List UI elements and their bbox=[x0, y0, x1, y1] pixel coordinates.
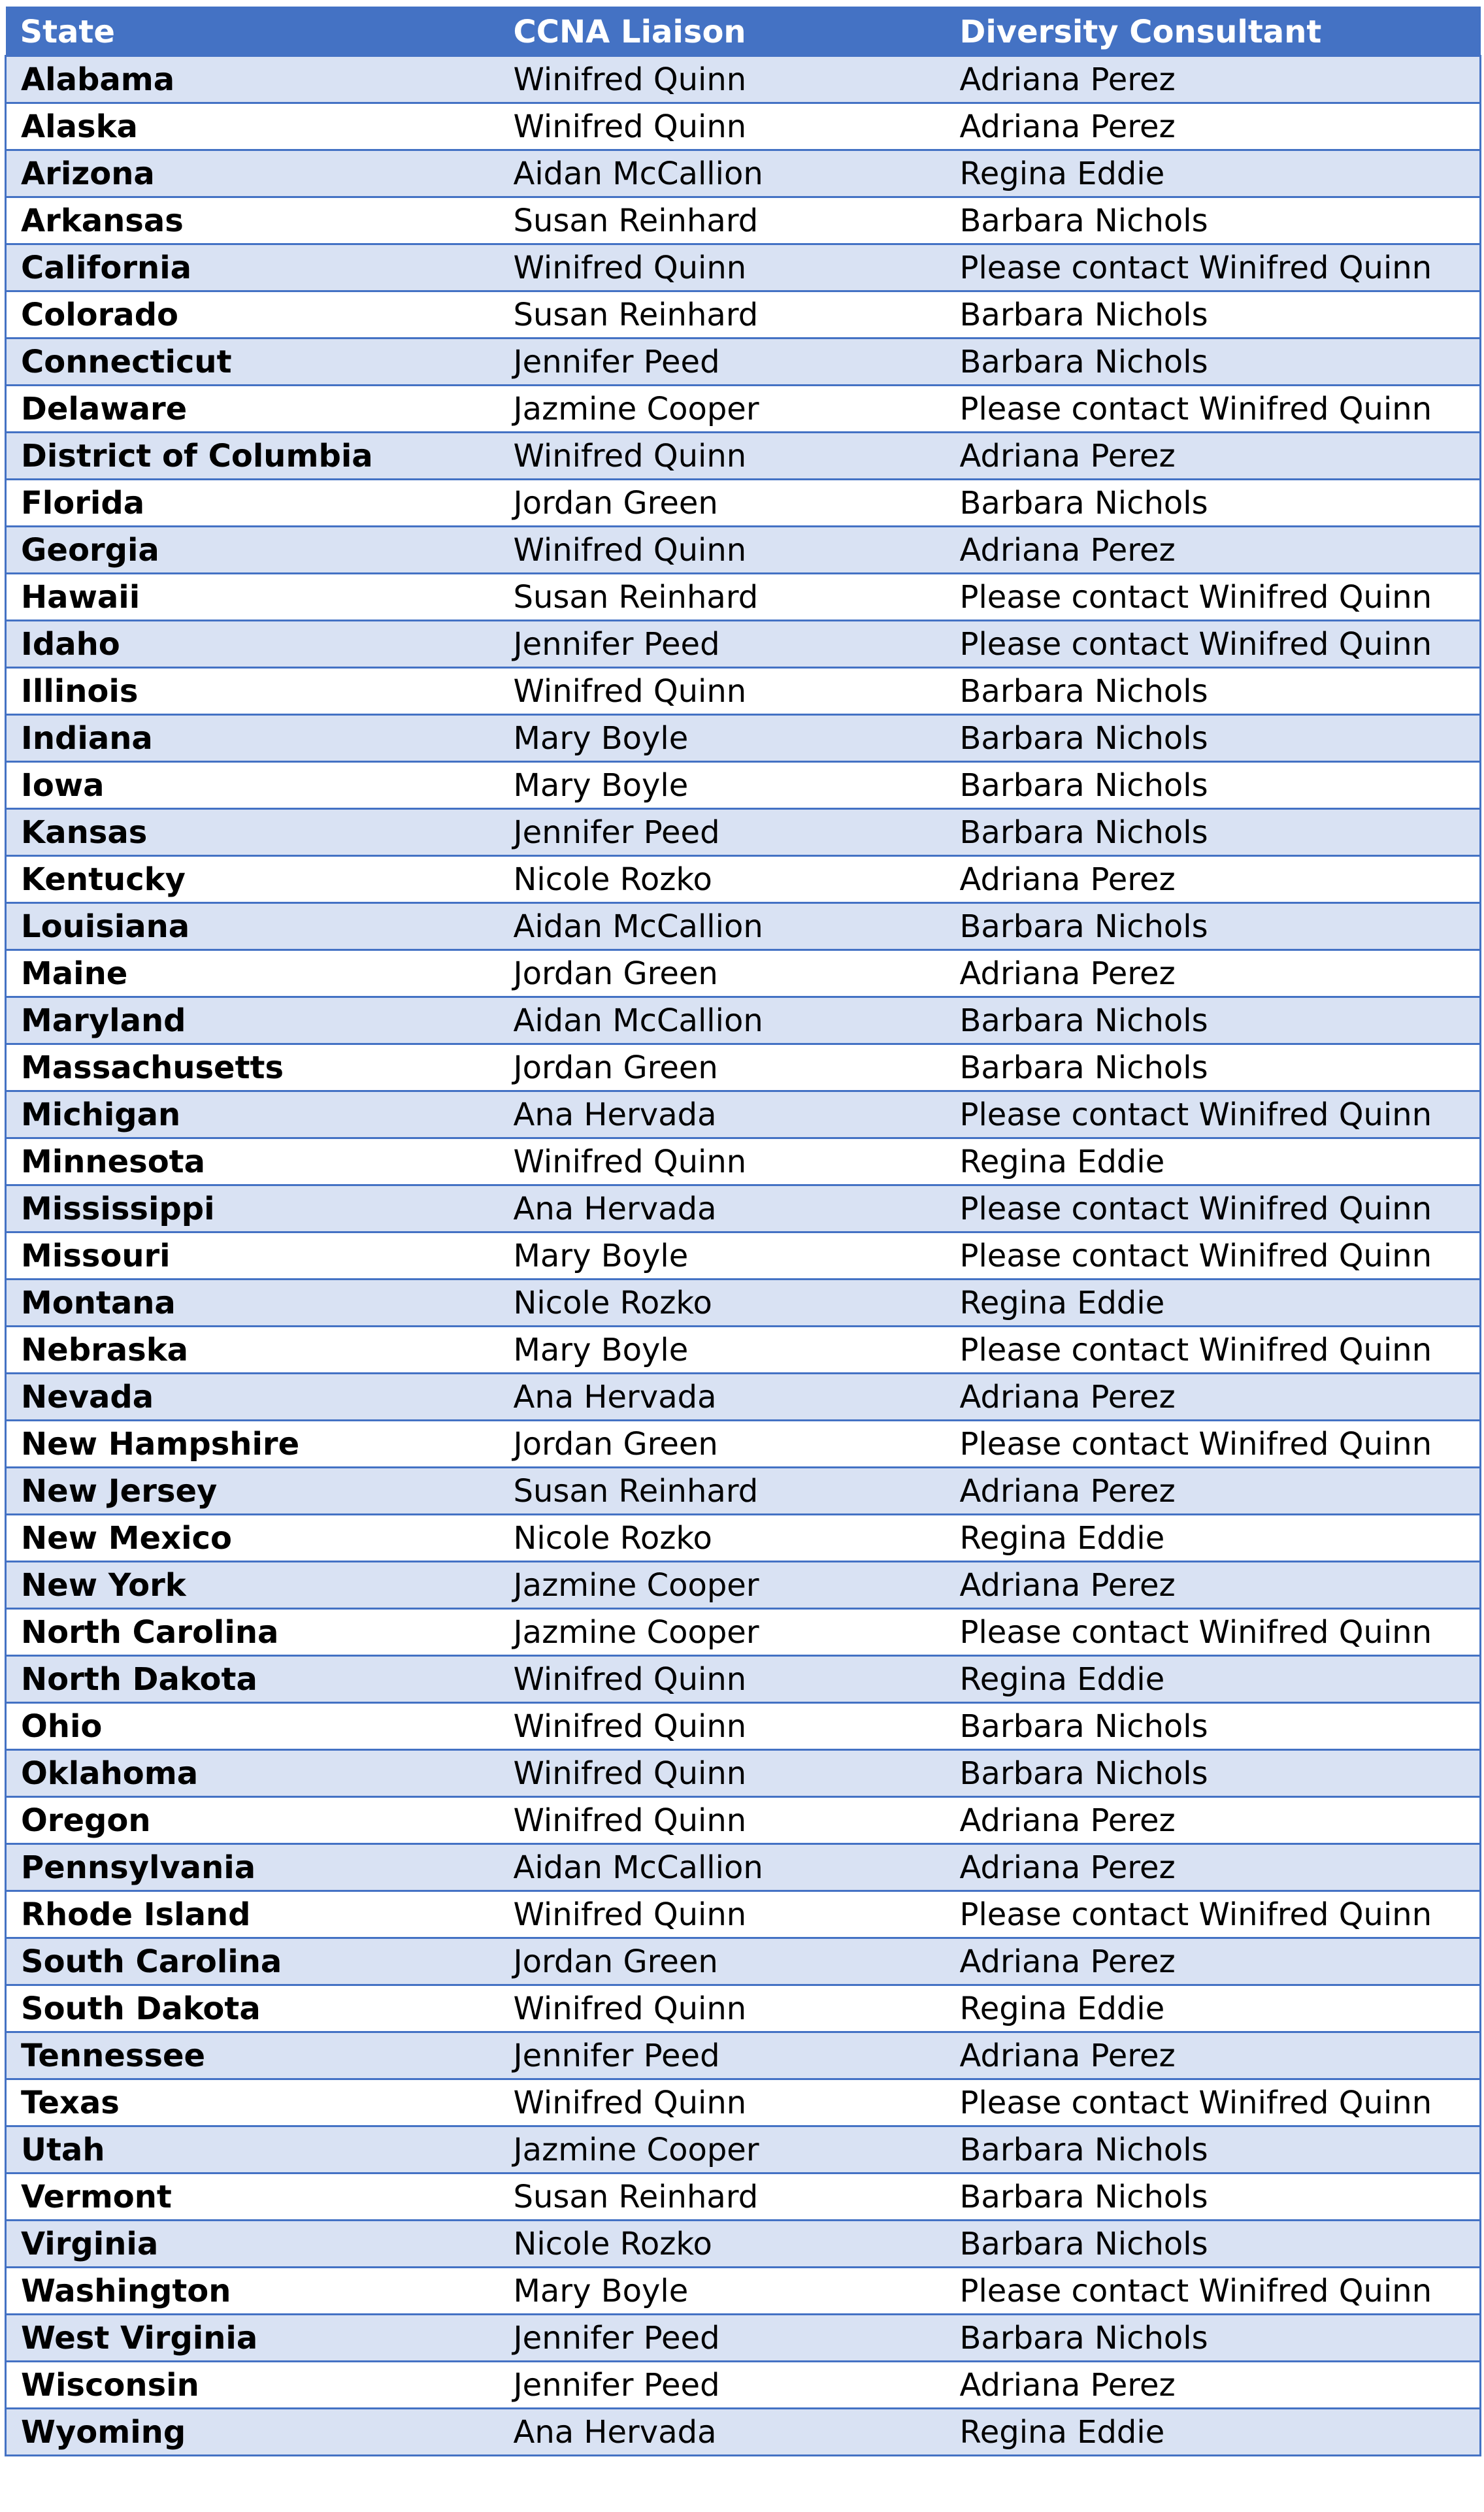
state-cell: Ohio bbox=[6, 1703, 499, 1750]
diversity-consultant-cell: Barbara Nichols bbox=[946, 903, 1481, 950]
diversity-consultant-cell: Please contact Winifred Quinn bbox=[946, 1232, 1481, 1280]
diversity-consultant-cell: Adriana Perez bbox=[946, 433, 1481, 480]
diversity-consultant-cell: Adriana Perez bbox=[946, 2362, 1481, 2409]
table-row bbox=[6, 621, 1481, 668]
ccna-liaison-cell: Winifred Quinn bbox=[499, 1656, 946, 1703]
diversity-consultant-cell: Adriana Perez bbox=[946, 1374, 1481, 1421]
diversity-consultant-cell: Regina Eddie bbox=[946, 1515, 1481, 1562]
header-row bbox=[6, 8, 1481, 56]
table-row bbox=[6, 2173, 1481, 2221]
ccna-liaison-cell: Aidan McCallion bbox=[499, 150, 946, 197]
table-row bbox=[6, 1232, 1481, 1280]
ccna-liaison-cell: Jordan Green bbox=[499, 480, 946, 527]
diversity-consultant-cell: Adriana Perez bbox=[946, 950, 1481, 997]
table-body bbox=[6, 56, 1481, 2456]
table-row bbox=[6, 762, 1481, 809]
state-cell: Nebraska bbox=[6, 1327, 499, 1374]
diversity-consultant-cell: Barbara Nichols bbox=[946, 2315, 1481, 2362]
state-cell: Hawaii bbox=[6, 574, 499, 621]
ccna-liaison-cell: Winifred Quinn bbox=[499, 1703, 946, 1750]
table-row bbox=[6, 2126, 1481, 2173]
ccna-liaison-cell: Mary Boyle bbox=[499, 1232, 946, 1280]
ccna-liaison-cell: Jennifer Peed bbox=[499, 809, 946, 856]
state-cell: Alabama bbox=[6, 56, 499, 103]
ccna-liaison-cell: Jazmine Cooper bbox=[499, 2126, 946, 2173]
ccna-liaison-cell: Jennifer Peed bbox=[499, 339, 946, 386]
table-row bbox=[6, 433, 1481, 480]
state-cell: Pennsylvania bbox=[6, 1844, 499, 1891]
state-cell: Montana bbox=[6, 1280, 499, 1327]
diversity-consultant-cell: Please contact Winifred Quinn bbox=[946, 386, 1481, 433]
ccna-liaison-cell: Jennifer Peed bbox=[499, 621, 946, 668]
ccna-liaison-cell: Mary Boyle bbox=[499, 762, 946, 809]
state-cell: Louisiana bbox=[6, 903, 499, 950]
diversity-consultant-cell: Barbara Nichols bbox=[946, 480, 1481, 527]
ccna-liaison-cell: Winifred Quinn bbox=[499, 1985, 946, 2032]
state-cell: California bbox=[6, 244, 499, 291]
diversity-consultant-cell: Regina Eddie bbox=[946, 150, 1481, 197]
ccna-liaison-cell: Jennifer Peed bbox=[499, 2315, 946, 2362]
ccna-liaison-cell: Jennifer Peed bbox=[499, 2362, 946, 2409]
ccna-liaison-cell: Winifred Quinn bbox=[499, 56, 946, 103]
state-cell: Kansas bbox=[6, 809, 499, 856]
state-cell: South Dakota bbox=[6, 1985, 499, 2032]
ccna-liaison-cell: Nicole Rozko bbox=[499, 1515, 946, 1562]
ccna-liaison-cell: Jordan Green bbox=[499, 950, 946, 997]
ccna-liaison-cell: Winifred Quinn bbox=[499, 668, 946, 715]
state-cell: Oregon bbox=[6, 1797, 499, 1844]
ccna-liaison-cell: Winifred Quinn bbox=[499, 527, 946, 574]
table-row bbox=[6, 1421, 1481, 1468]
ccna-liaison-cell: Winifred Quinn bbox=[499, 1891, 946, 1938]
diversity-consultant-cell: Please contact Winifred Quinn bbox=[946, 621, 1481, 668]
diversity-consultant-cell: Barbara Nichols bbox=[946, 291, 1481, 339]
table-row bbox=[6, 2268, 1481, 2315]
table-row bbox=[6, 997, 1481, 1044]
ccna-liaison-cell: Winifred Quinn bbox=[499, 1750, 946, 1797]
diversity-consultant-cell: Barbara Nichols bbox=[946, 2173, 1481, 2221]
table-row bbox=[6, 856, 1481, 903]
state-cell: Colorado bbox=[6, 291, 499, 339]
diversity-consultant-cell: Barbara Nichols bbox=[946, 809, 1481, 856]
table-row bbox=[6, 150, 1481, 197]
table-row bbox=[6, 1703, 1481, 1750]
state-cell: Arkansas bbox=[6, 197, 499, 244]
state-cell: South Carolina bbox=[6, 1938, 499, 1985]
table-row bbox=[6, 950, 1481, 997]
diversity-consultant-cell: Regina Eddie bbox=[946, 1138, 1481, 1185]
diversity-consultant-cell: Barbara Nichols bbox=[946, 339, 1481, 386]
table-row bbox=[6, 197, 1481, 244]
diversity-consultant-cell: Please contact Winifred Quinn bbox=[946, 244, 1481, 291]
ccna-liaison-cell: Jordan Green bbox=[499, 1044, 946, 1091]
state-cell: Texas bbox=[6, 2079, 499, 2126]
table-row bbox=[6, 1185, 1481, 1232]
diversity-consultant-cell: Please contact Winifred Quinn bbox=[946, 1891, 1481, 1938]
header-diversity-consultant: Diversity Consultant bbox=[946, 8, 1481, 56]
diversity-consultant-cell: Barbara Nichols bbox=[946, 1703, 1481, 1750]
ccna-liaison-cell: Jennifer Peed bbox=[499, 2032, 946, 2079]
state-cell: New Mexico bbox=[6, 1515, 499, 1562]
state-cell: Minnesota bbox=[6, 1138, 499, 1185]
ccna-liaison-cell: Jazmine Cooper bbox=[499, 1609, 946, 1656]
table-row bbox=[6, 809, 1481, 856]
ccna-liaison-cell: Ana Hervada bbox=[499, 1185, 946, 1232]
state-cell: Florida bbox=[6, 480, 499, 527]
table-header bbox=[6, 8, 1481, 56]
table-row bbox=[6, 1656, 1481, 1703]
diversity-consultant-cell: Adriana Perez bbox=[946, 527, 1481, 574]
ccna-liaison-cell: Jordan Green bbox=[499, 1421, 946, 1468]
diversity-consultant-cell: Please contact Winifred Quinn bbox=[946, 574, 1481, 621]
table-row bbox=[6, 1750, 1481, 1797]
diversity-consultant-cell: Please contact Winifred Quinn bbox=[946, 1327, 1481, 1374]
ccna-liaison-cell: Ana Hervada bbox=[499, 2409, 946, 2456]
state-cell: Delaware bbox=[6, 386, 499, 433]
diversity-consultant-cell: Please contact Winifred Quinn bbox=[946, 1185, 1481, 1232]
table-row bbox=[6, 2221, 1481, 2268]
state-cell: Idaho bbox=[6, 621, 499, 668]
diversity-consultant-cell: Barbara Nichols bbox=[946, 1750, 1481, 1797]
table-row bbox=[6, 2079, 1481, 2126]
ccna-liaison-cell: Susan Reinhard bbox=[499, 291, 946, 339]
ccna-liaison-cell: Jazmine Cooper bbox=[499, 386, 946, 433]
table-row bbox=[6, 103, 1481, 150]
table-row bbox=[6, 1938, 1481, 1985]
table-row bbox=[6, 2409, 1481, 2456]
state-cell: Alaska bbox=[6, 103, 499, 150]
table-row bbox=[6, 1280, 1481, 1327]
table-row bbox=[6, 56, 1481, 103]
table-row bbox=[6, 1609, 1481, 1656]
ccna-liaison-cell: Winifred Quinn bbox=[499, 1138, 946, 1185]
diversity-consultant-cell: Adriana Perez bbox=[946, 1562, 1481, 1609]
table-row bbox=[6, 668, 1481, 715]
state-contacts-table bbox=[5, 7, 1481, 2456]
ccna-liaison-cell: Nicole Rozko bbox=[499, 2221, 946, 2268]
table-row bbox=[6, 1891, 1481, 1938]
state-cell: Nevada bbox=[6, 1374, 499, 1421]
table-row bbox=[6, 527, 1481, 574]
ccna-liaison-cell: Susan Reinhard bbox=[499, 574, 946, 621]
ccna-liaison-cell: Winifred Quinn bbox=[499, 1797, 946, 1844]
state-cell: Utah bbox=[6, 2126, 499, 2173]
table-row bbox=[6, 1515, 1481, 1562]
diversity-consultant-cell: Barbara Nichols bbox=[946, 2126, 1481, 2173]
state-cell: Wisconsin bbox=[6, 2362, 499, 2409]
diversity-consultant-cell: Barbara Nichols bbox=[946, 997, 1481, 1044]
state-cell: Missouri bbox=[6, 1232, 499, 1280]
state-cell: Rhode Island bbox=[6, 1891, 499, 1938]
table-row bbox=[6, 1091, 1481, 1138]
state-cell: Washington bbox=[6, 2268, 499, 2315]
diversity-consultant-cell: Barbara Nichols bbox=[946, 668, 1481, 715]
diversity-consultant-cell: Please contact Winifred Quinn bbox=[946, 2268, 1481, 2315]
diversity-consultant-cell: Adriana Perez bbox=[946, 56, 1481, 103]
table-row bbox=[6, 2362, 1481, 2409]
diversity-consultant-cell: Barbara Nichols bbox=[946, 762, 1481, 809]
diversity-consultant-cell: Barbara Nichols bbox=[946, 1044, 1481, 1091]
state-cell: Maryland bbox=[6, 997, 499, 1044]
table-row bbox=[6, 903, 1481, 950]
table-row bbox=[6, 2032, 1481, 2079]
table-row bbox=[6, 1138, 1481, 1185]
table-row bbox=[6, 244, 1481, 291]
diversity-consultant-cell: Adriana Perez bbox=[946, 1938, 1481, 1985]
state-cell: North Carolina bbox=[6, 1609, 499, 1656]
header-state: State bbox=[6, 8, 499, 56]
state-cell: District of Columbia bbox=[6, 433, 499, 480]
diversity-consultant-cell: Please contact Winifred Quinn bbox=[946, 1421, 1481, 1468]
diversity-consultant-cell: Adriana Perez bbox=[946, 103, 1481, 150]
state-cell: Arizona bbox=[6, 150, 499, 197]
table-row bbox=[6, 1844, 1481, 1891]
diversity-consultant-cell: Regina Eddie bbox=[946, 1656, 1481, 1703]
state-cell: Mississippi bbox=[6, 1185, 499, 1232]
ccna-liaison-cell: Susan Reinhard bbox=[499, 2173, 946, 2221]
table-row bbox=[6, 1562, 1481, 1609]
diversity-consultant-cell: Adriana Perez bbox=[946, 1797, 1481, 1844]
diversity-consultant-cell: Adriana Perez bbox=[946, 1468, 1481, 1515]
state-cell: West Virginia bbox=[6, 2315, 499, 2362]
header-ccna-liaison: CCNA Liaison bbox=[499, 8, 946, 56]
state-cell: Wyoming bbox=[6, 2409, 499, 2456]
diversity-consultant-cell: Adriana Perez bbox=[946, 1844, 1481, 1891]
state-cell: Massachusetts bbox=[6, 1044, 499, 1091]
ccna-liaison-cell: Mary Boyle bbox=[499, 1327, 946, 1374]
ccna-liaison-cell: Mary Boyle bbox=[499, 715, 946, 762]
table-row bbox=[6, 339, 1481, 386]
state-cell: Tennessee bbox=[6, 2032, 499, 2079]
table-row bbox=[6, 2315, 1481, 2362]
table-row bbox=[6, 480, 1481, 527]
state-cell: Illinois bbox=[6, 668, 499, 715]
ccna-liaison-cell: Winifred Quinn bbox=[499, 244, 946, 291]
diversity-consultant-cell: Regina Eddie bbox=[946, 1985, 1481, 2032]
table-row bbox=[6, 1327, 1481, 1374]
state-cell: New Jersey bbox=[6, 1468, 499, 1515]
state-cell: Kentucky bbox=[6, 856, 499, 903]
table-row bbox=[6, 1797, 1481, 1844]
table-row bbox=[6, 1374, 1481, 1421]
ccna-liaison-cell: Winifred Quinn bbox=[499, 2079, 946, 2126]
state-cell: New York bbox=[6, 1562, 499, 1609]
ccna-liaison-cell: Aidan McCallion bbox=[499, 1844, 946, 1891]
state-cell: Maine bbox=[6, 950, 499, 997]
ccna-liaison-cell: Winifred Quinn bbox=[499, 103, 946, 150]
state-cell: Georgia bbox=[6, 527, 499, 574]
ccna-liaison-cell: Nicole Rozko bbox=[499, 856, 946, 903]
ccna-liaison-cell: Nicole Rozko bbox=[499, 1280, 946, 1327]
diversity-consultant-cell: Adriana Perez bbox=[946, 2032, 1481, 2079]
state-cell: Oklahoma bbox=[6, 1750, 499, 1797]
diversity-consultant-cell: Regina Eddie bbox=[946, 2409, 1481, 2456]
state-cell: Iowa bbox=[6, 762, 499, 809]
state-cell: Michigan bbox=[6, 1091, 499, 1138]
diversity-consultant-cell: Barbara Nichols bbox=[946, 2221, 1481, 2268]
ccna-liaison-cell: Mary Boyle bbox=[499, 2268, 946, 2315]
table-row bbox=[6, 574, 1481, 621]
diversity-consultant-cell: Adriana Perez bbox=[946, 856, 1481, 903]
ccna-liaison-cell: Aidan McCallion bbox=[499, 997, 946, 1044]
table-row bbox=[6, 291, 1481, 339]
diversity-consultant-cell: Please contact Winifred Quinn bbox=[946, 2079, 1481, 2126]
table-row bbox=[6, 715, 1481, 762]
ccna-liaison-cell: Ana Hervada bbox=[499, 1374, 946, 1421]
ccna-liaison-cell: Jazmine Cooper bbox=[499, 1562, 946, 1609]
state-cell: Vermont bbox=[6, 2173, 499, 2221]
state-cell: Virginia bbox=[6, 2221, 499, 2268]
table-row bbox=[6, 386, 1481, 433]
ccna-liaison-cell: Susan Reinhard bbox=[499, 1468, 946, 1515]
ccna-liaison-cell: Winifred Quinn bbox=[499, 433, 946, 480]
diversity-consultant-cell: Regina Eddie bbox=[946, 1280, 1481, 1327]
table-row bbox=[6, 1985, 1481, 2032]
ccna-liaison-cell: Aidan McCallion bbox=[499, 903, 946, 950]
diversity-consultant-cell: Barbara Nichols bbox=[946, 715, 1481, 762]
diversity-consultant-cell: Barbara Nichols bbox=[946, 197, 1481, 244]
diversity-consultant-cell: Please contact Winifred Quinn bbox=[946, 1609, 1481, 1656]
state-cell: New Hampshire bbox=[6, 1421, 499, 1468]
state-cell: Indiana bbox=[6, 715, 499, 762]
table-row bbox=[6, 1044, 1481, 1091]
diversity-consultant-cell: Please contact Winifred Quinn bbox=[946, 1091, 1481, 1138]
state-cell: Connecticut bbox=[6, 339, 499, 386]
ccna-liaison-cell: Ana Hervada bbox=[499, 1091, 946, 1138]
state-cell: North Dakota bbox=[6, 1656, 499, 1703]
ccna-liaison-cell: Susan Reinhard bbox=[499, 197, 946, 244]
table-row bbox=[6, 1468, 1481, 1515]
ccna-liaison-cell: Jordan Green bbox=[499, 1938, 946, 1985]
